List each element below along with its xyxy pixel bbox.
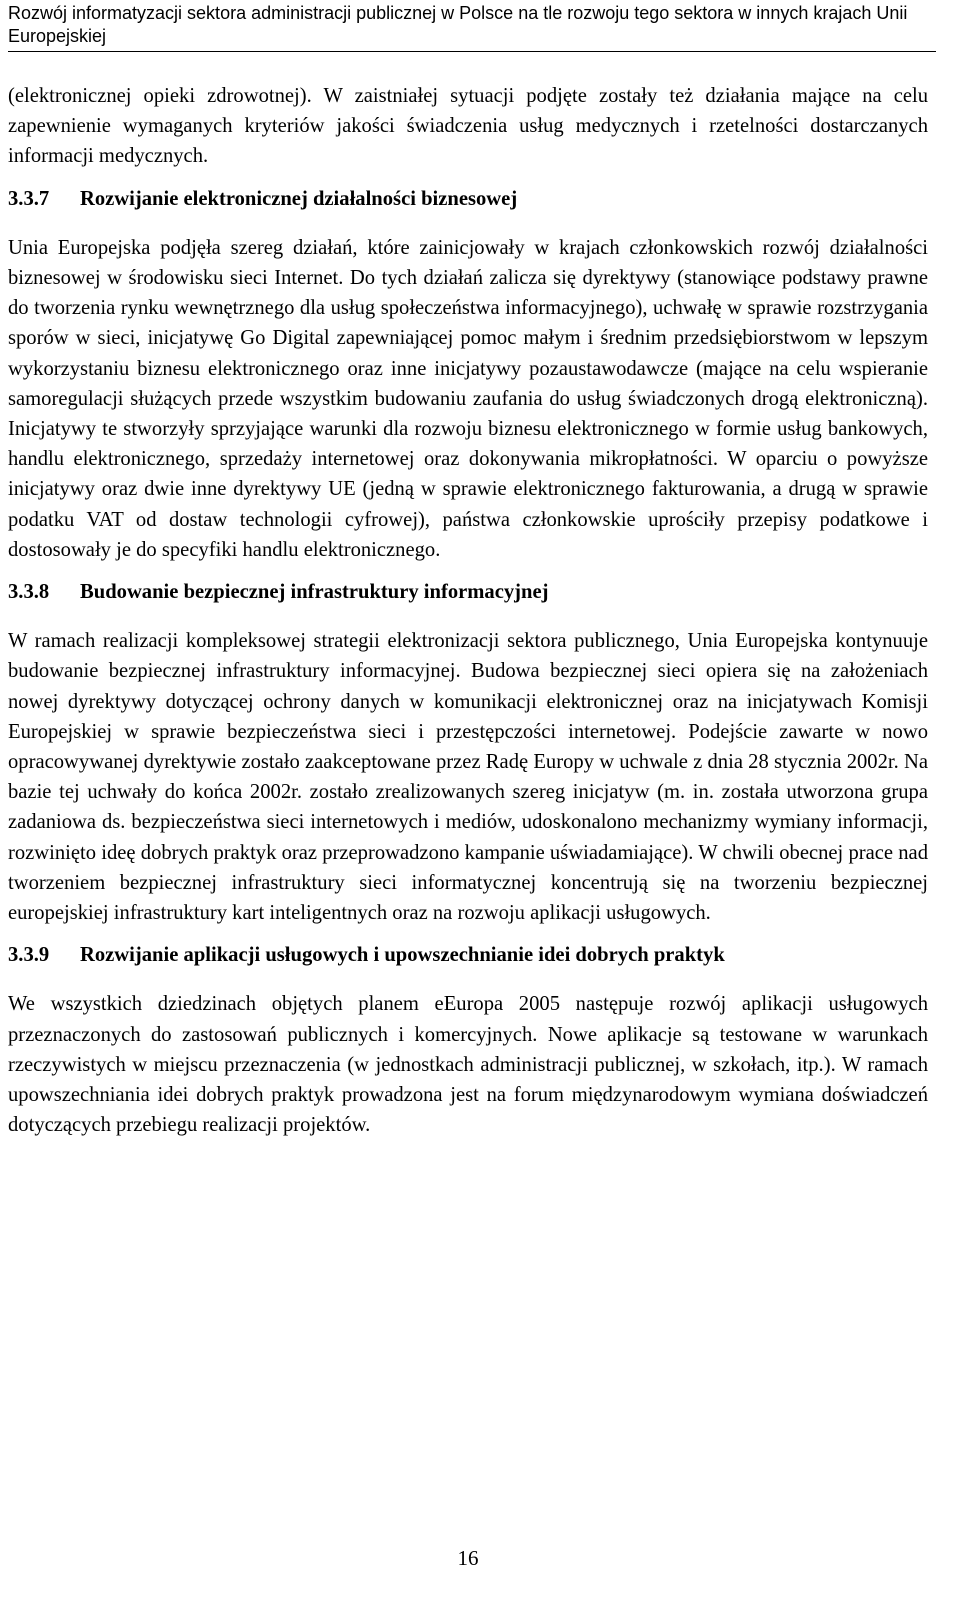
header-title: Rozwój informatyzacji sektora administracji publicznej w Polsce na tle rozwoju tego sektora w innych krajach Unii Europejskiej (8, 3, 908, 46)
section-3-3-9 (8, 940, 928, 1140)
section-3-3-7 (8, 184, 928, 565)
section-heading (8, 184, 928, 214)
page-number: 16 (457, 1546, 479, 1570)
section-paragraph: W ramach realizacji kompleksowej strategii elektronizacji sektora publicznego, Unia Europejska kontynuuje budowanie bezpiecznej infrastruktury informacyjnej. Budowa bezpiecznej sieci opiera się na założeniach nowej dyrektywy dotyczącej ochrony danych w komunikacji elektronicznej oraz na inicjatywach Komisji Europejskiej w sprawie bezpieczeństwa sieci i przestępczości internetowej. Podejście zawarte w nowo opracowywanej dyrektywie zostało zaakceptowane przez Radę Europy w uchwale z dnia 28 stycznia 2002r. Na bazie tej uchwały do końca 2002r. zostało zrealizowanych szereg inicjatyw (m. in. została utworzona grupa zadaniowa ds. bezpieczeństwa sieci internetowych i mediów, udoskonalono mechanizmy wymiany informacji, rozwinięto ideę dobrych praktyk oraz przeprowadzono kampanie uświadamiające). W chwili obecnej prace nad tworzeniem bezpiecznej infrastruktury sieci informatycznej koncentrują się na tworzeniu bezpiecznej europejskiej infrastruktury kart inteligentnych oraz na rozwoju aplikacji usługowych. (8, 630, 928, 925)
section-number: 3.3.9 (8, 944, 50, 967)
section-paragraph: We wszystkich dziedzinach objętych planem eEuropa 2005 następuje rozwój aplikacji usługowych przeznaczonych do zastosowań publicznych i komercyjnych. Nowe aplikacje są testowane w warunkach rzeczywistych w miejscu przeznaczenia (w jednostkach administracji publicznej, w szkołach, itp.). W ramach upowszechniania idei dobrych praktyk prowadzona jest na forum międzynarodowym wymiana doświadczeń dotyczących przebiegu realizacji projektów. (8, 993, 928, 1137)
intro-paragraph: (elektronicznej opieki zdrowotnej). W zaistniałej sytuacji podjęte zostały też działania mające na celu zapewnienie wymaganych kryteriów jakości świadczenia usług medycznych i rzetelności dostarczanych informacji medycznych. (8, 85, 928, 168)
section-title: Rozwijanie elektronicznej działalności biznesowej (80, 187, 518, 210)
section-title: Rozwijanie aplikacji usługowych i upowszechnianie idei dobrych praktyk (80, 944, 725, 967)
section-number: 3.3.7 (8, 187, 50, 210)
section-title: Budowanie bezpiecznej infrastruktury informacyjnej (80, 581, 549, 604)
running-header (8, 2, 936, 52)
section-heading (8, 577, 928, 607)
section-heading (8, 940, 928, 970)
section-number: 3.3.8 (8, 581, 50, 604)
document-body (8, 81, 928, 1141)
section-3-3-8 (8, 577, 928, 928)
section-paragraph: Unia Europejska podjęła szereg działań, które zainicjowały w krajach członkowskich rozwój działalności biznesowej w środowisku sieci Internet. Do tych działań zalicza się dyrektywy (stanowiące podstawy prawne do tworzenia rynku wewnętrznego dla usług społeczeństwa informacyjnego), uchwałę w sprawie rozstrzygania sporów w sieci, inicjatywę Go Digital zapewniającej pomoc małym i średnim przedsiębiorstwom w lepszym wykorzystaniu biznesu elektronicznego oraz inne inicjatywy pozaustawodawcze (mające na celu wspieranie samoregulacji służących przede wszystkim budowaniu zaufania do usług świadczonych drogą elektroniczną). Inicjatywy te stworzyły sprzyjające warunki dla rozwoju biznesu elektronicznego w formie usług bankowych, handlu elektronicznego, sprzedaży internetowej oraz dokonywania mikropłatności. W oparciu o powyższe inicjatywy oraz dwie inne dyrektywy UE (jedną w sprawie elektronicznego fakturowania, a drugą w sprawie podatku VAT od dostaw technologii cyfrowej), państwa członkowskie uprościły przepisy podatkowe i dostosowały je do specyfiki handlu elektronicznego. (8, 236, 928, 561)
